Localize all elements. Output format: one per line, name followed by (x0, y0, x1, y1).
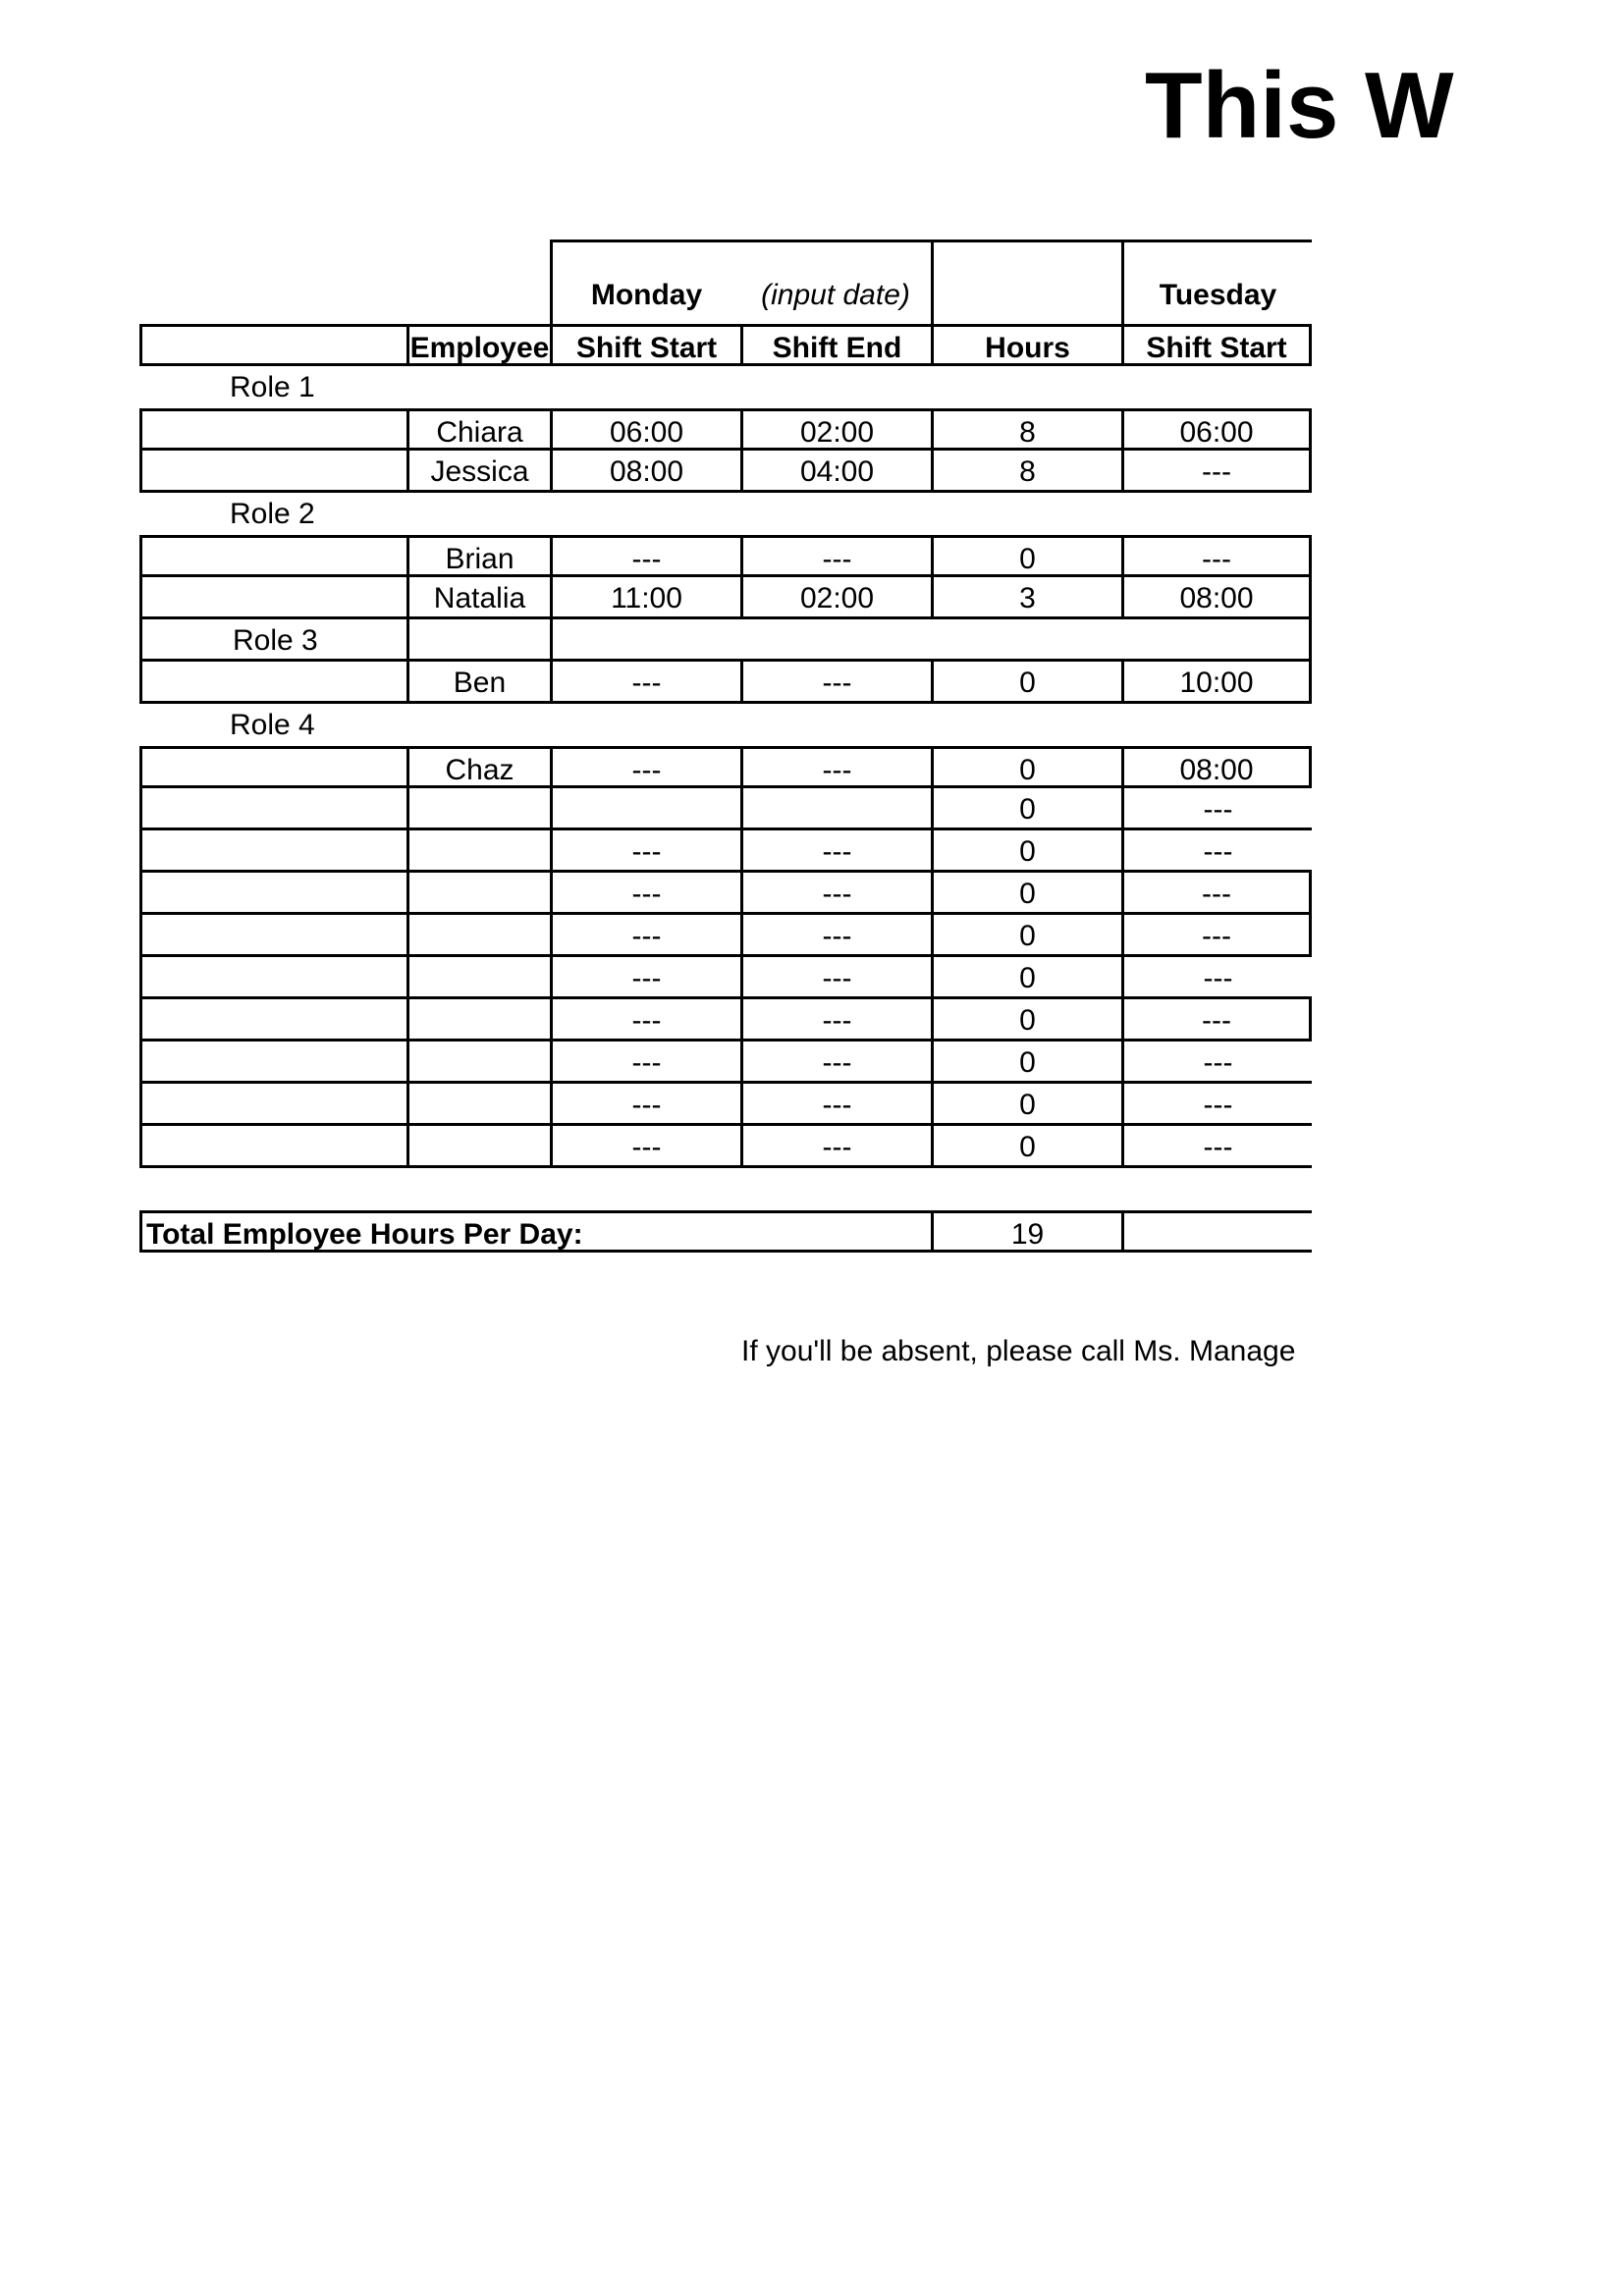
employee-cell[interactable] (406, 915, 550, 957)
employee-cell[interactable] (406, 830, 550, 873)
hours-cell: 0 (931, 788, 1121, 830)
shift-start-cell[interactable]: --- (550, 915, 740, 957)
header-blank (139, 240, 406, 324)
absence-note: If you'll be absent, please call Ms. Manage (741, 1335, 1296, 1367)
shift-end-cell[interactable] (740, 788, 931, 830)
role-employee-cell[interactable] (406, 619, 550, 662)
employee-cell[interactable] (406, 1084, 550, 1126)
role-tuesday-cell (1121, 619, 1312, 662)
role-label: Role 2 (230, 498, 315, 530)
tuesday-shift-start-cell[interactable]: 08:00 (1121, 577, 1312, 619)
hours-header: Hours (931, 324, 1121, 366)
hours-cell: 0 (931, 915, 1121, 957)
header-blank (139, 324, 406, 366)
role-cell[interactable] (139, 957, 406, 999)
shift-end-cell[interactable]: --- (740, 957, 931, 999)
shift-start-cell[interactable]: --- (550, 535, 740, 577)
tuesday-shift-start-header: Shift Start (1121, 324, 1312, 366)
shift-start-cell[interactable]: 06:00 (550, 408, 740, 451)
employee-name[interactable]: Brian (406, 535, 550, 577)
shift-start-cell[interactable]: 11:00 (550, 577, 740, 619)
shift-end-cell[interactable]: --- (740, 535, 931, 577)
role-cell[interactable] (139, 1084, 406, 1126)
tuesday-total-hours (1121, 1210, 1312, 1253)
tuesday-shift-start-cell[interactable]: --- (1121, 788, 1312, 830)
role-cell[interactable] (139, 999, 406, 1041)
employee-cell[interactable] (406, 873, 550, 915)
employee-name[interactable]: Chaz (406, 746, 550, 788)
shift-start-cell[interactable] (550, 788, 740, 830)
hours-cell: 0 (931, 957, 1121, 999)
hours-cell: 3 (931, 577, 1121, 619)
hours-cell: 8 (931, 408, 1121, 451)
shift-end-cell[interactable]: 02:00 (740, 577, 931, 619)
shift-end-cell[interactable]: --- (740, 746, 931, 788)
tuesday-shift-start-cell[interactable]: --- (1121, 451, 1312, 493)
tuesday-shift-start-cell[interactable]: --- (1121, 999, 1312, 1041)
schedule-title: This W (1145, 53, 1454, 158)
schedule-grid (139, 240, 1312, 1253)
shift-start-cell[interactable]: --- (550, 1084, 740, 1126)
hours-cell: 0 (931, 1126, 1121, 1168)
employee-cell[interactable] (406, 999, 550, 1041)
shift-end-cell[interactable]: --- (740, 999, 931, 1041)
employee-cell[interactable] (406, 788, 550, 830)
shift-end-cell[interactable]: --- (740, 873, 931, 915)
shift-start-cell[interactable]: 08:00 (550, 451, 740, 493)
hours-cell: 0 (931, 830, 1121, 873)
role-label: Role 4 (230, 709, 315, 741)
role-cell[interactable] (139, 408, 406, 451)
shift-end-cell[interactable]: 04:00 (740, 451, 931, 493)
tuesday-shift-start-cell[interactable]: 06:00 (1121, 408, 1312, 451)
tuesday-shift-start-cell[interactable]: --- (1121, 1126, 1312, 1168)
tuesday-shift-start-cell[interactable]: --- (1121, 535, 1312, 577)
hours-cell: 8 (931, 451, 1121, 493)
shift-start-cell[interactable]: --- (550, 746, 740, 788)
tuesday-shift-start-cell[interactable]: 08:00 (1121, 746, 1312, 788)
employee-cell[interactable] (406, 1126, 550, 1168)
shift-start-header: Shift Start (550, 324, 740, 366)
shift-end-cell[interactable]: 02:00 (740, 408, 931, 451)
schedule-sheet (139, 240, 1312, 1253)
hours-cell: 0 (931, 662, 1121, 704)
role-cell[interactable] (139, 915, 406, 957)
employee-cell[interactable] (406, 957, 550, 999)
shift-start-cell[interactable]: --- (550, 873, 740, 915)
hours-cell: 0 (931, 535, 1121, 577)
shift-end-cell[interactable]: --- (740, 1041, 931, 1084)
header-blank (406, 240, 550, 324)
role-cell[interactable] (139, 662, 406, 704)
employee-name[interactable]: Ben (406, 662, 550, 704)
employee-cell[interactable] (406, 1041, 550, 1084)
shift-end-cell[interactable]: --- (740, 1084, 931, 1126)
role-cell[interactable] (139, 535, 406, 577)
role-cell[interactable] (139, 788, 406, 830)
role-cell[interactable] (139, 830, 406, 873)
shift-end-cell[interactable]: --- (740, 662, 931, 704)
tuesday-shift-start-cell[interactable]: --- (1121, 1041, 1312, 1084)
role-label: Role 1 (230, 371, 315, 403)
input-date-label[interactable]: (input date) (740, 240, 931, 324)
employee-name[interactable]: Jessica (406, 451, 550, 493)
role-cell[interactable] (139, 451, 406, 493)
hours-header-blank (931, 240, 1121, 324)
hours-cell: 0 (931, 746, 1121, 788)
role-label: Role 3 (139, 619, 406, 662)
hours-cell: 0 (931, 1041, 1121, 1084)
tuesday-shift-start-cell[interactable]: --- (1121, 1084, 1312, 1126)
hours-cell: 0 (931, 1084, 1121, 1126)
shift-start-cell[interactable]: --- (550, 957, 740, 999)
hours-cell: 0 (931, 999, 1121, 1041)
monday-header: Monday (550, 240, 740, 324)
tuesday-shift-start-cell[interactable]: --- (1121, 830, 1312, 873)
hours-cell: 0 (931, 873, 1121, 915)
tuesday-shift-start-cell[interactable]: 10:00 (1121, 662, 1312, 704)
shift-start-cell[interactable]: --- (550, 1041, 740, 1084)
employee-name[interactable]: Chiara (406, 408, 550, 451)
shift-start-cell[interactable]: --- (550, 662, 740, 704)
role-merged-cell (550, 619, 1121, 662)
shift-end-cell[interactable]: --- (740, 830, 931, 873)
role-cell[interactable] (139, 746, 406, 788)
total-hours-label: Total Employee Hours Per Day: (139, 1210, 931, 1253)
shift-start-cell[interactable]: --- (550, 830, 740, 873)
tuesday-shift-start-cell[interactable]: --- (1121, 873, 1312, 915)
role-cell[interactable] (139, 1041, 406, 1084)
shift-end-cell[interactable]: --- (740, 915, 931, 957)
role-cell[interactable] (139, 873, 406, 915)
employee-column-header: Employee (406, 324, 550, 366)
tuesday-header: Tuesday (1121, 240, 1312, 324)
shift-end-cell[interactable]: --- (740, 1126, 931, 1168)
shift-start-cell[interactable]: --- (550, 1126, 740, 1168)
role-cell[interactable] (139, 577, 406, 619)
shift-end-header: Shift End (740, 324, 931, 366)
tuesday-shift-start-cell[interactable]: --- (1121, 915, 1312, 957)
employee-name[interactable]: Natalia (406, 577, 550, 619)
tuesday-shift-start-cell[interactable]: --- (1121, 957, 1312, 999)
role-cell[interactable] (139, 1126, 406, 1168)
total-hours-value: 19 (931, 1210, 1121, 1253)
shift-start-cell[interactable]: --- (550, 999, 740, 1041)
